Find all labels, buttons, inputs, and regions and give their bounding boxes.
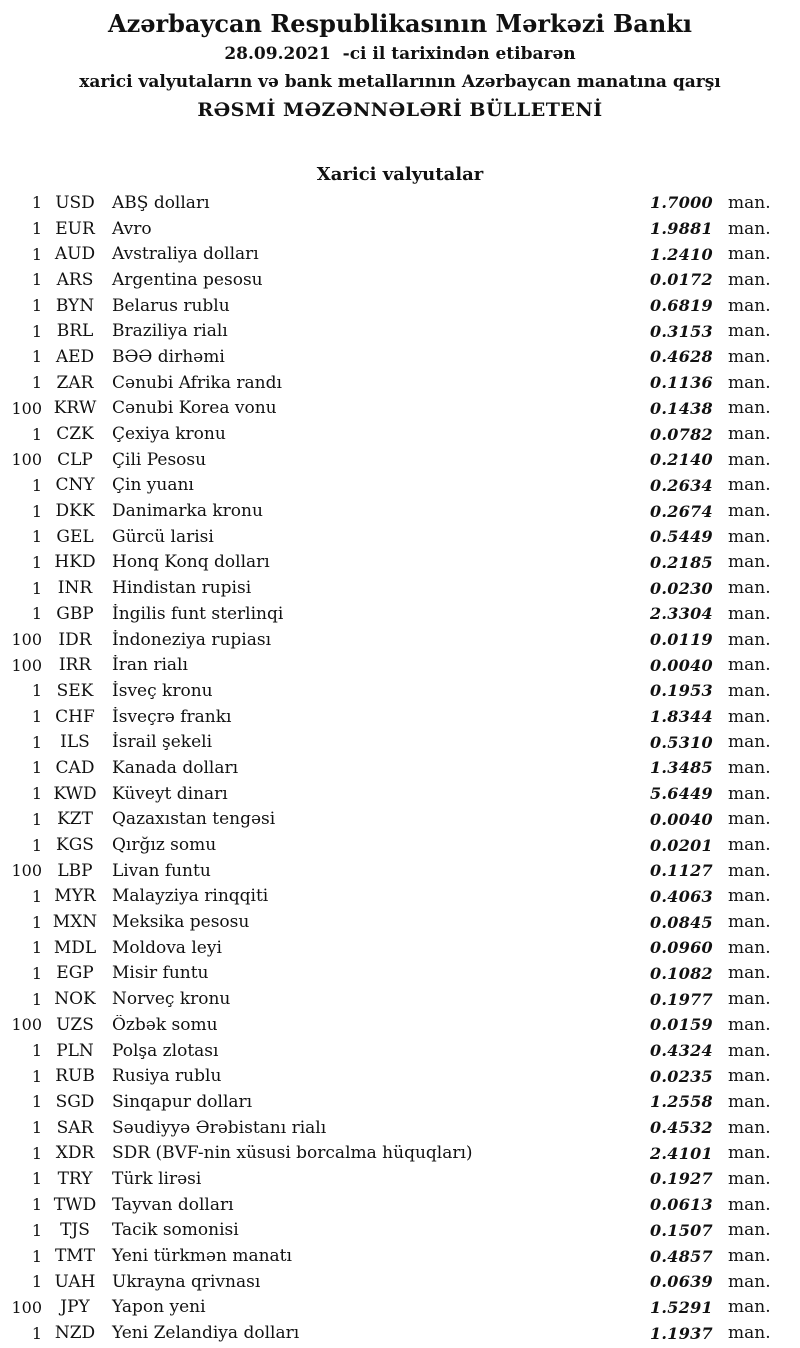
currency-row-gbp xyxy=(0,601,800,627)
currency-unit: man. xyxy=(728,1066,771,1087)
currency-row-kzt xyxy=(0,807,800,833)
currency-row-ils xyxy=(0,729,800,755)
currency-row-xdr xyxy=(0,1140,800,1166)
currency-row-usd xyxy=(0,190,800,216)
currency-rate: 0.6819 xyxy=(649,296,713,316)
currency-name: Avstraliya dolları xyxy=(112,244,259,265)
currency-code: CLP xyxy=(57,449,93,470)
currency-unit: man. xyxy=(728,1014,771,1035)
currency-rate: 0.4628 xyxy=(649,347,713,367)
currency-rate: 0.5449 xyxy=(649,527,713,547)
currency-row-rub xyxy=(0,1063,800,1089)
bank-title: Azərbaycan Respublikasının Mərkəzi Bankı xyxy=(107,9,693,38)
currency-unit: man. xyxy=(728,295,771,316)
currency-rate: 0.2674 xyxy=(649,501,713,521)
currency-unit: man. xyxy=(728,475,771,496)
currency-unit: man. xyxy=(728,526,771,547)
currency-quantity: 1 xyxy=(31,784,42,804)
currency-quantity: 100 xyxy=(11,398,42,418)
currency-unit: man. xyxy=(728,1297,771,1318)
currency-unit: man. xyxy=(728,1168,771,1189)
currency-name: İsrail şekeli xyxy=(112,732,212,753)
currency-rate: 0.1127 xyxy=(649,861,713,881)
currency-quantity: 1 xyxy=(31,835,42,855)
currency-unit: man. xyxy=(728,680,771,701)
bulletin-header xyxy=(0,8,800,124)
currency-row-sek xyxy=(0,678,800,704)
currency-rate: 0.0040 xyxy=(649,809,713,829)
subject-line: xarici valyutaların və bank metallarının Azərbaycan manatına qarşı xyxy=(79,72,721,92)
currency-rate: 0.0639 xyxy=(649,1272,713,1292)
currency-quantity: 1 xyxy=(31,912,42,932)
currency-quantity: 1 xyxy=(31,578,42,598)
currency-rate: 2.3304 xyxy=(649,604,713,624)
currency-code: IRR xyxy=(58,655,92,676)
currency-code: CHF xyxy=(55,706,95,727)
currency-rate: 0.0040 xyxy=(649,655,713,675)
currency-quantity: 1 xyxy=(31,244,42,264)
currency-name: Qazaxıstan tengəsi xyxy=(112,809,276,830)
currency-row-aed xyxy=(0,344,800,370)
currency-unit: man. xyxy=(728,912,771,933)
currency-rate: 0.1082 xyxy=(649,963,713,983)
currency-name: Malayziya rinqqiti xyxy=(112,886,269,907)
currency-rate: 0.3153 xyxy=(649,321,713,341)
currency-quantity: 1 xyxy=(31,1118,42,1138)
currency-quantity: 1 xyxy=(31,373,42,393)
currency-code: SAR xyxy=(56,1117,94,1138)
currency-name: Livan funtu xyxy=(112,860,211,881)
currency-code: KWD xyxy=(53,783,97,804)
currency-row-inr xyxy=(0,575,800,601)
currency-row-myr xyxy=(0,884,800,910)
currency-code: CAD xyxy=(55,757,95,778)
currency-rate: 0.5310 xyxy=(649,732,713,752)
currency-code: GEL xyxy=(56,526,94,547)
currency-code: RUB xyxy=(55,1066,95,1087)
currency-row-czk xyxy=(0,421,800,447)
currency-row-gel xyxy=(0,524,800,550)
currency-unit: man. xyxy=(728,372,771,393)
currency-quantity: 1 xyxy=(31,1066,42,1086)
currency-code: KZT xyxy=(57,809,93,830)
currency-quantity: 1 xyxy=(31,1323,42,1343)
currency-unit: man. xyxy=(728,501,771,522)
currency-quantity: 1 xyxy=(31,1220,42,1240)
currency-code: PLN xyxy=(56,1040,94,1061)
currency-row-brl xyxy=(0,318,800,344)
currency-code: KGS xyxy=(56,835,94,856)
currency-quantity: 1 xyxy=(31,732,42,752)
currency-name: Rusiya rublu xyxy=(112,1066,222,1087)
currency-rate: 0.1438 xyxy=(649,398,713,418)
currency-code: INR xyxy=(57,578,93,599)
currency-name: Çexiya kronu xyxy=(112,424,226,445)
currency-row-krw xyxy=(0,396,800,422)
currency-unit: man. xyxy=(728,860,771,881)
currency-name: SDR (BVF-nin xüsusi borcalma hüquqları) xyxy=(112,1143,473,1164)
currency-unit: man. xyxy=(728,269,771,290)
currency-quantity: 1 xyxy=(31,989,42,1009)
currency-code: TWD xyxy=(53,1194,97,1215)
currency-name: İsveç kronu xyxy=(112,680,213,701)
currency-quantity: 1 xyxy=(31,963,42,983)
currency-unit: man. xyxy=(728,835,771,856)
currency-code: MXN xyxy=(52,912,98,933)
currency-name: BƏƏ dirhəmi xyxy=(112,346,225,367)
currency-rate: 0.4063 xyxy=(649,886,713,906)
currency-unit: man. xyxy=(728,244,771,265)
currency-row-byn xyxy=(0,293,800,319)
currency-unit: man. xyxy=(728,346,771,367)
currency-rate: 0.1927 xyxy=(649,1169,713,1189)
currency-rate: 0.4324 xyxy=(649,1041,713,1061)
currency-quantity: 1 xyxy=(31,1246,42,1266)
currency-name: Özbək somu xyxy=(112,1014,218,1035)
currency-code: TMT xyxy=(54,1246,96,1267)
currency-name: İndoneziya rupiası xyxy=(112,629,272,650)
currency-code: JPY xyxy=(60,1297,90,1318)
currency-rate: 0.0845 xyxy=(649,912,713,932)
currency-name: İngilis funt sterlinqi xyxy=(112,603,284,624)
currency-code: NOK xyxy=(54,989,96,1010)
currency-rate: 1.8344 xyxy=(649,707,713,727)
currency-unit: man. xyxy=(728,732,771,753)
currency-row-kgs xyxy=(0,832,800,858)
currency-name: Norveç kronu xyxy=(112,989,231,1010)
currency-name: Sinqapur dolları xyxy=(112,1091,253,1112)
currency-unit: man. xyxy=(728,706,771,727)
currency-row-sgd xyxy=(0,1089,800,1115)
currency-quantity: 1 xyxy=(31,604,42,624)
currency-rate: 0.1977 xyxy=(649,989,713,1009)
currency-unit: man. xyxy=(728,629,771,650)
currency-code: USD xyxy=(55,192,95,213)
currency-row-hkd xyxy=(0,550,800,576)
currency-unit: man. xyxy=(728,963,771,984)
currency-unit: man. xyxy=(728,1323,771,1344)
currency-code: DKK xyxy=(55,501,95,522)
currency-code: NZD xyxy=(54,1323,96,1344)
currency-quantity: 1 xyxy=(31,347,42,367)
currency-row-uzs xyxy=(0,1012,800,1038)
currency-name: Misir funtu xyxy=(112,963,209,984)
currency-rate: 0.1136 xyxy=(649,373,713,393)
currency-code: ZAR xyxy=(56,372,94,393)
currency-row-idr xyxy=(0,627,800,653)
currency-row-mxn xyxy=(0,909,800,935)
currency-rate: 1.2558 xyxy=(649,1092,713,1112)
currency-unit: man. xyxy=(728,1246,771,1267)
currency-row-irr xyxy=(0,652,800,678)
currency-name: İsveçrə frankı xyxy=(112,706,232,727)
bulletin-title: RƏSMİ MƏZƏNNƏLƏRİ BÜLLETENİ xyxy=(197,99,603,121)
currency-quantity: 1 xyxy=(31,424,42,444)
currency-row-twd xyxy=(0,1192,800,1218)
currency-rate: 0.0230 xyxy=(649,578,713,598)
currency-code: UZS xyxy=(56,1014,94,1035)
currency-name: Gürcü larisi xyxy=(112,526,214,547)
currency-name: Yeni Zelandiya dolları xyxy=(112,1323,300,1344)
currency-quantity: 1 xyxy=(31,1143,42,1163)
currency-quantity: 1 xyxy=(31,552,42,572)
currency-row-chf xyxy=(0,704,800,730)
currency-code: TRY xyxy=(57,1168,93,1189)
currency-row-tmt xyxy=(0,1243,800,1269)
currency-rate: 0.0172 xyxy=(649,270,713,290)
currency-quantity: 1 xyxy=(31,886,42,906)
currency-quantity: 1 xyxy=(31,270,42,290)
currency-name: Küveyt dinarı xyxy=(112,783,228,804)
currency-quantity: 1 xyxy=(31,475,42,495)
currency-rate: 0.2185 xyxy=(649,552,713,572)
currency-code: AUD xyxy=(54,244,96,265)
currency-unit: man. xyxy=(728,578,771,599)
currency-name: Hindistan rupisi xyxy=(112,578,252,599)
currency-unit: man. xyxy=(728,809,771,830)
currency-name: Danimarka kronu xyxy=(112,501,263,522)
currency-unit: man. xyxy=(728,1143,771,1164)
currency-code: IDR xyxy=(58,629,92,650)
currency-quantity: 1 xyxy=(31,1092,42,1112)
currency-rate: 0.0235 xyxy=(649,1066,713,1086)
currency-name: Argentina pesosu xyxy=(112,269,263,290)
currency-name: Polşa zlotası xyxy=(112,1040,219,1061)
currency-code: KRW xyxy=(53,398,97,419)
currency-name: Türk lirəsi xyxy=(112,1168,202,1189)
currency-quantity: 1 xyxy=(31,501,42,521)
currency-name: Yeni türkmən manatı xyxy=(112,1246,292,1267)
currency-rate: 1.2410 xyxy=(649,244,713,264)
currency-row-eur xyxy=(0,216,800,242)
currency-rate: 1.1937 xyxy=(649,1323,713,1343)
currency-row-try xyxy=(0,1166,800,1192)
currency-row-cad xyxy=(0,755,800,781)
currency-code: HKD xyxy=(54,552,96,573)
currency-code: SEK xyxy=(56,680,94,701)
currency-unit: man. xyxy=(728,1040,771,1061)
currency-unit: man. xyxy=(728,1271,771,1292)
currency-name: Cənubi Afrika randı xyxy=(112,372,282,393)
currency-quantity: 1 xyxy=(31,758,42,778)
section-title-foreign-currencies: Xarici valyutalar xyxy=(316,164,484,185)
currency-unit: man. xyxy=(728,1220,771,1241)
currency-rate: 0.0201 xyxy=(649,835,713,855)
currency-row-cny xyxy=(0,473,800,499)
currency-unit: man. xyxy=(728,989,771,1010)
currency-row-aud xyxy=(0,241,800,267)
currency-quantity: 100 xyxy=(11,861,42,881)
currency-name: Yapon yeni xyxy=(112,1297,206,1318)
currency-row-dkk xyxy=(0,498,800,524)
currency-rate: 0.0613 xyxy=(649,1195,713,1215)
currency-rate: 0.2140 xyxy=(649,450,713,470)
currency-quantity: 1 xyxy=(31,1041,42,1061)
currency-code: GBP xyxy=(56,603,94,624)
currency-code: BRL xyxy=(56,321,94,342)
currency-name: Tayvan dolları xyxy=(112,1194,234,1215)
currency-rate: 0.1507 xyxy=(649,1220,713,1240)
currency-row-pln xyxy=(0,1038,800,1064)
currency-rate: 1.7000 xyxy=(649,193,713,213)
currency-unit: man. xyxy=(728,449,771,470)
currency-quantity: 1 xyxy=(31,219,42,239)
currency-name: Kanada dolları xyxy=(112,757,239,778)
currency-code: TJS xyxy=(60,1220,90,1241)
currency-rate: 1.9881 xyxy=(649,219,713,239)
currency-name: Avro xyxy=(112,218,152,239)
currency-name: Meksika pesosu xyxy=(112,912,250,933)
currency-code: AED xyxy=(55,346,95,367)
currency-unit: man. xyxy=(728,783,771,804)
currency-rate: 0.2634 xyxy=(649,475,713,495)
currency-code: MDL xyxy=(53,937,97,958)
currency-code: ARS xyxy=(56,269,94,290)
currency-quantity: 100 xyxy=(11,1015,42,1035)
currency-rate: 0.0782 xyxy=(649,424,713,444)
currency-code: MYR xyxy=(54,886,96,907)
currency-quantity: 100 xyxy=(11,630,42,650)
currency-name: Honq Konq dolları xyxy=(112,552,270,573)
currency-rate: 2.4101 xyxy=(649,1143,713,1163)
currency-row-kwd xyxy=(0,781,800,807)
currency-code: CZK xyxy=(56,424,94,445)
currency-row-nzd xyxy=(0,1320,800,1346)
currency-row-zar xyxy=(0,370,800,396)
currency-row-nok xyxy=(0,986,800,1012)
currency-quantity: 1 xyxy=(31,296,42,316)
currency-quantity: 1 xyxy=(31,321,42,341)
currency-quantity: 1 xyxy=(31,1169,42,1189)
currency-row-mdl xyxy=(0,935,800,961)
currency-name: Çili Pesosu xyxy=(112,449,207,470)
currency-row-sar xyxy=(0,1115,800,1141)
currency-unit: man. xyxy=(728,886,771,907)
currency-name: Tacik somonisi xyxy=(112,1220,239,1241)
currency-code: BYN xyxy=(55,295,95,316)
currency-quantity: 1 xyxy=(31,707,42,727)
currency-name: Ukrayna qrivnası xyxy=(112,1271,261,1292)
currency-quantity: 1 xyxy=(31,193,42,213)
currency-rate: 0.0159 xyxy=(649,1015,713,1035)
currency-code: XDR xyxy=(55,1143,95,1164)
currency-row-ars xyxy=(0,267,800,293)
currency-unit: man. xyxy=(728,192,771,213)
currency-unit: man. xyxy=(728,937,771,958)
currency-row-uah xyxy=(0,1269,800,1295)
currency-rate: 1.3485 xyxy=(649,758,713,778)
currency-quantity: 100 xyxy=(11,1297,42,1317)
currency-row-clp xyxy=(0,447,800,473)
currency-quantity: 1 xyxy=(31,809,42,829)
currency-name: Səudiyyə Ərəbistanı rialı xyxy=(112,1117,327,1138)
currency-code: EGP xyxy=(56,963,94,984)
currency-name: İran rialı xyxy=(112,655,188,676)
currency-code: SGD xyxy=(55,1091,95,1112)
currency-unit: man. xyxy=(728,757,771,778)
effective-date-line: 28.09.2021 -ci il tarixindən etibarən xyxy=(224,44,576,64)
currency-quantity: 100 xyxy=(11,655,42,675)
currency-rate: 0.1953 xyxy=(649,681,713,701)
currency-rate: 1.5291 xyxy=(649,1297,713,1317)
currency-rate: 5.6449 xyxy=(649,784,713,804)
currency-quantity: 1 xyxy=(31,1195,42,1215)
currency-row-lbp xyxy=(0,858,800,884)
currency-unit: man. xyxy=(728,552,771,573)
currency-code: CNY xyxy=(55,475,95,496)
currency-name: Qırğız somu xyxy=(112,835,217,856)
currency-unit: man. xyxy=(728,1117,771,1138)
currency-code: ILS xyxy=(60,732,90,753)
currency-code: LBP xyxy=(57,860,93,881)
currency-rate: 0.0119 xyxy=(649,630,713,650)
currency-quantity: 1 xyxy=(31,681,42,701)
currency-quantity: 1 xyxy=(31,938,42,958)
currency-unit: man. xyxy=(728,424,771,445)
currency-quantity: 1 xyxy=(31,1272,42,1292)
currency-name: Moldova leyi xyxy=(112,937,222,958)
currency-name: Belarus rublu xyxy=(112,295,230,316)
currency-quantity: 100 xyxy=(11,450,42,470)
currency-row-egp xyxy=(0,961,800,987)
currency-name: Cənubi Korea vonu xyxy=(112,398,277,419)
currency-unit: man. xyxy=(728,603,771,624)
currency-rate: 0.4532 xyxy=(649,1118,713,1138)
currency-name: Çin yuanı xyxy=(112,475,194,496)
currency-unit: man. xyxy=(728,1194,771,1215)
currency-row-jpy xyxy=(0,1295,800,1321)
currency-code: UAH xyxy=(54,1271,96,1292)
currency-row-tjs xyxy=(0,1218,800,1244)
currency-name: Braziliya rialı xyxy=(112,321,228,342)
currency-unit: man. xyxy=(728,321,771,342)
currency-name: ABŞ dolları xyxy=(112,192,210,213)
currency-code: EUR xyxy=(55,218,95,239)
currency-unit: man. xyxy=(728,655,771,676)
currency-rate: 0.0960 xyxy=(649,938,713,958)
currency-unit: man. xyxy=(728,398,771,419)
currency-unit: man. xyxy=(728,1091,771,1112)
currency-quantity: 1 xyxy=(31,527,42,547)
currency-unit: man. xyxy=(728,218,771,239)
currency-rate: 0.4857 xyxy=(649,1246,713,1266)
currency-rates-table xyxy=(0,190,800,1346)
